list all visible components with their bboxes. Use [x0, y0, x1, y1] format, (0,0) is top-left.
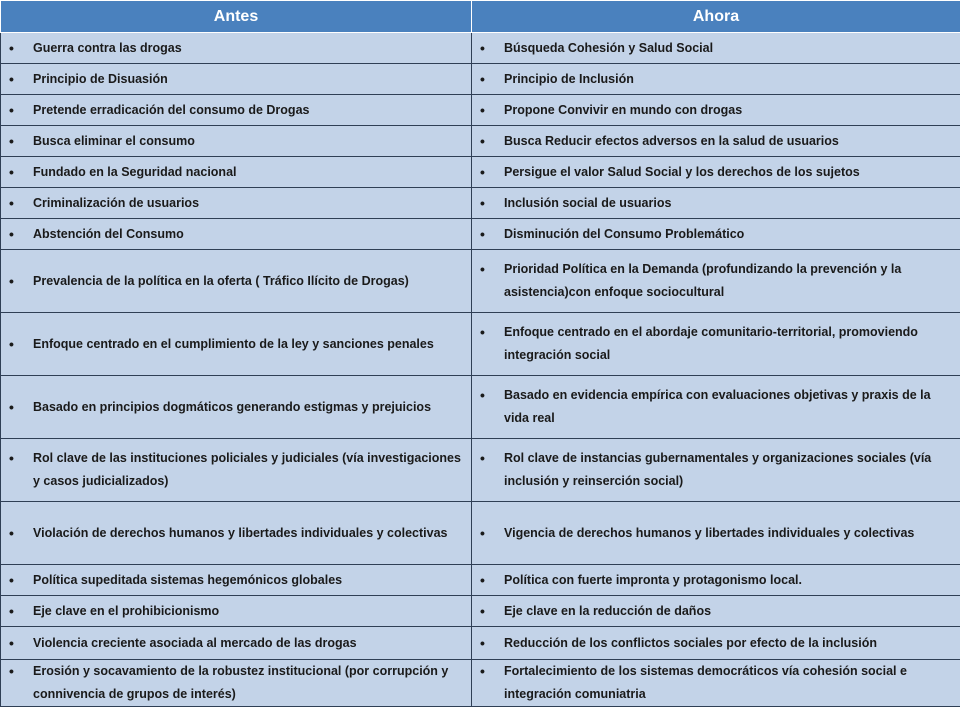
bullet-icon: •: [9, 450, 14, 466]
bullet-icon: •: [480, 132, 485, 149]
cell-text-ahora: Propone Convivir en mundo con drogas: [504, 102, 743, 117]
cell-text-antes: Erosión y socavamiento de la robustez institucional (por corrupción y connivencia de grupos de interés): [33, 664, 449, 701]
cell-antes: [1, 439, 472, 502]
cell-text-ahora: Enfoque centrado en el abordaje comunitario-territorial, promoviendo integración social: [504, 325, 918, 362]
cell-ahora: [472, 439, 960, 502]
cell-text-ahora: Fortalecimiento de los sistemas democráticos vía cohesión social e integración comuniatria: [504, 664, 907, 701]
cell-ahora: [472, 660, 960, 707]
bullet-icon: •: [9, 272, 14, 289]
bullet-icon: •: [9, 39, 14, 56]
bullet-icon: •: [480, 450, 485, 466]
bullet-icon: •: [9, 634, 14, 651]
cell-antes: [1, 95, 472, 126]
bullet-icon: •: [9, 663, 14, 679]
cell-antes: [1, 157, 472, 188]
bullet-icon: •: [480, 571, 485, 588]
cell-antes: [1, 126, 472, 157]
bullet-icon: •: [480, 194, 485, 211]
cell-text-antes: Criminalización de usuarios: [33, 195, 200, 210]
cell-text-antes: Pretende erradicación del consumo de Drogas: [33, 102, 310, 117]
table-row: [1, 95, 960, 126]
bullet-icon: •: [480, 163, 485, 180]
cell-antes: [1, 188, 472, 219]
cell-ahora: [472, 250, 960, 313]
table-row: [1, 502, 960, 565]
cell-text-antes: Busca eliminar el consumo: [33, 133, 195, 148]
header-antes: Antes: [1, 1, 472, 33]
cell-antes: [1, 502, 472, 565]
bullet-icon: •: [480, 602, 485, 619]
table-row: [1, 313, 960, 376]
cell-antes: [1, 660, 472, 707]
cell-antes: [1, 627, 472, 660]
cell-text-ahora: Persigue el valor Salud Social y los derechos de los sujetos: [504, 164, 860, 179]
cell-antes: [1, 250, 472, 313]
cell-text-antes: Abstención del Consumo: [33, 226, 184, 241]
cell-ahora: [472, 157, 960, 188]
cell-text-antes: Eje clave en el prohibicionismo: [33, 603, 220, 618]
table-row: [1, 660, 960, 707]
bullet-icon: •: [9, 225, 14, 242]
cell-antes: [1, 596, 472, 627]
cell-ahora: [472, 188, 960, 219]
bullet-icon: •: [480, 663, 485, 679]
bullet-icon: •: [9, 163, 14, 180]
cell-text-ahora: Busca Reducir efectos adversos en la salud de usuarios: [504, 133, 839, 148]
cell-text-antes: Fundado en la Seguridad nacional: [33, 164, 237, 179]
cell-text-antes: Principio de Disuasión: [33, 71, 168, 86]
cell-ahora: [472, 376, 960, 439]
cell-text-ahora: Disminución del Consumo Problemático: [504, 226, 745, 241]
cell-text-ahora: Búsqueda Cohesión y Salud Social: [504, 40, 714, 55]
table-row: [1, 33, 960, 64]
bullet-icon: •: [480, 324, 485, 340]
bullet-icon: •: [9, 524, 14, 541]
table-row: [1, 439, 960, 502]
cell-text-antes: Política supeditada sistemas hegemónicos globales: [33, 572, 343, 587]
bullet-icon: •: [480, 387, 485, 403]
bullet-icon: •: [9, 335, 14, 352]
cell-text-antes: Prevalencia de la política en la oferta ( Tráfico Ilícito de Drogas): [33, 273, 409, 288]
cell-ahora: [472, 126, 960, 157]
cell-text-ahora: Eje clave en la reducción de daños: [504, 603, 712, 618]
cell-text-antes: Guerra contra las drogas: [33, 40, 182, 55]
cell-antes: [1, 64, 472, 95]
cell-ahora: [472, 565, 960, 596]
cell-antes: [1, 219, 472, 250]
cell-text-ahora: Prioridad Política en la Demanda (profundizando la prevención y la asistencia)con enfoque sociocultural: [504, 262, 902, 299]
table-row: [1, 596, 960, 627]
cell-antes: [1, 376, 472, 439]
cell-ahora: [472, 313, 960, 376]
bullet-icon: •: [480, 524, 485, 541]
cell-text-ahora: Principio de Inclusión: [504, 71, 634, 86]
cell-antes: [1, 33, 472, 64]
cell-text-antes: Rol clave de las instituciones policiales y judiciales (vía investigaciones y casos judicializados): [33, 451, 461, 488]
header-row: [1, 1, 960, 33]
cell-text-ahora: Basado en evidencia empírica con evaluaciones objetivas y praxis de la vida real: [504, 388, 931, 425]
table-row: [1, 250, 960, 313]
cell-antes: [1, 565, 472, 596]
cell-text-antes: Enfoque centrado en el cumplimiento de la ley y sanciones penales: [33, 336, 434, 351]
cell-ahora: [472, 64, 960, 95]
cell-text-ahora: Reducción de los conflictos sociales por efecto de la inclusión: [504, 635, 878, 650]
bullet-icon: •: [480, 39, 485, 56]
bullet-icon: •: [480, 261, 485, 277]
table-row: [1, 64, 960, 95]
cell-text-ahora: Rol clave de instancias gubernamentales y organizaciones sociales (vía inclusión y reinserción social): [504, 451, 932, 488]
cell-text-ahora: Inclusión social de usuarios: [504, 195, 672, 210]
cell-ahora: [472, 33, 960, 64]
table-row: [1, 627, 960, 660]
bullet-icon: •: [9, 398, 14, 415]
bullet-icon: •: [9, 101, 14, 118]
cell-ahora: [472, 596, 960, 627]
bullet-icon: •: [9, 70, 14, 87]
bullet-icon: •: [480, 634, 485, 651]
cell-ahora: [472, 219, 960, 250]
bullet-icon: •: [480, 101, 485, 118]
table-body: [1, 33, 960, 707]
table-row: [1, 157, 960, 188]
bullet-icon: •: [480, 70, 485, 87]
header-ahora: Ahora: [472, 1, 960, 33]
cell-text-antes: Violencia creciente asociada al mercado de las drogas: [33, 635, 357, 650]
table-row: [1, 376, 960, 439]
table-row: [1, 188, 960, 219]
table-row: [1, 219, 960, 250]
bullet-icon: •: [9, 571, 14, 588]
table-row: [1, 565, 960, 596]
cell-ahora: [472, 502, 960, 565]
cell-text-ahora: Política con fuerte impronta y protagonismo local.: [504, 572, 802, 587]
table-row: [1, 126, 960, 157]
cell-text-ahora: Vigencia de derechos humanos y libertades individuales y colectivas: [504, 525, 915, 540]
cell-text-antes: Basado en principios dogmáticos generando estigmas y prejuicios: [33, 399, 432, 414]
bullet-icon: •: [9, 194, 14, 211]
cell-ahora: [472, 627, 960, 660]
cell-text-antes: Violación de derechos humanos y libertades individuales y colectivas: [33, 525, 448, 540]
bullet-icon: •: [9, 602, 14, 619]
bullet-icon: •: [9, 132, 14, 149]
bullet-icon: •: [480, 225, 485, 242]
cell-ahora: [472, 95, 960, 126]
cell-antes: [1, 313, 472, 376]
